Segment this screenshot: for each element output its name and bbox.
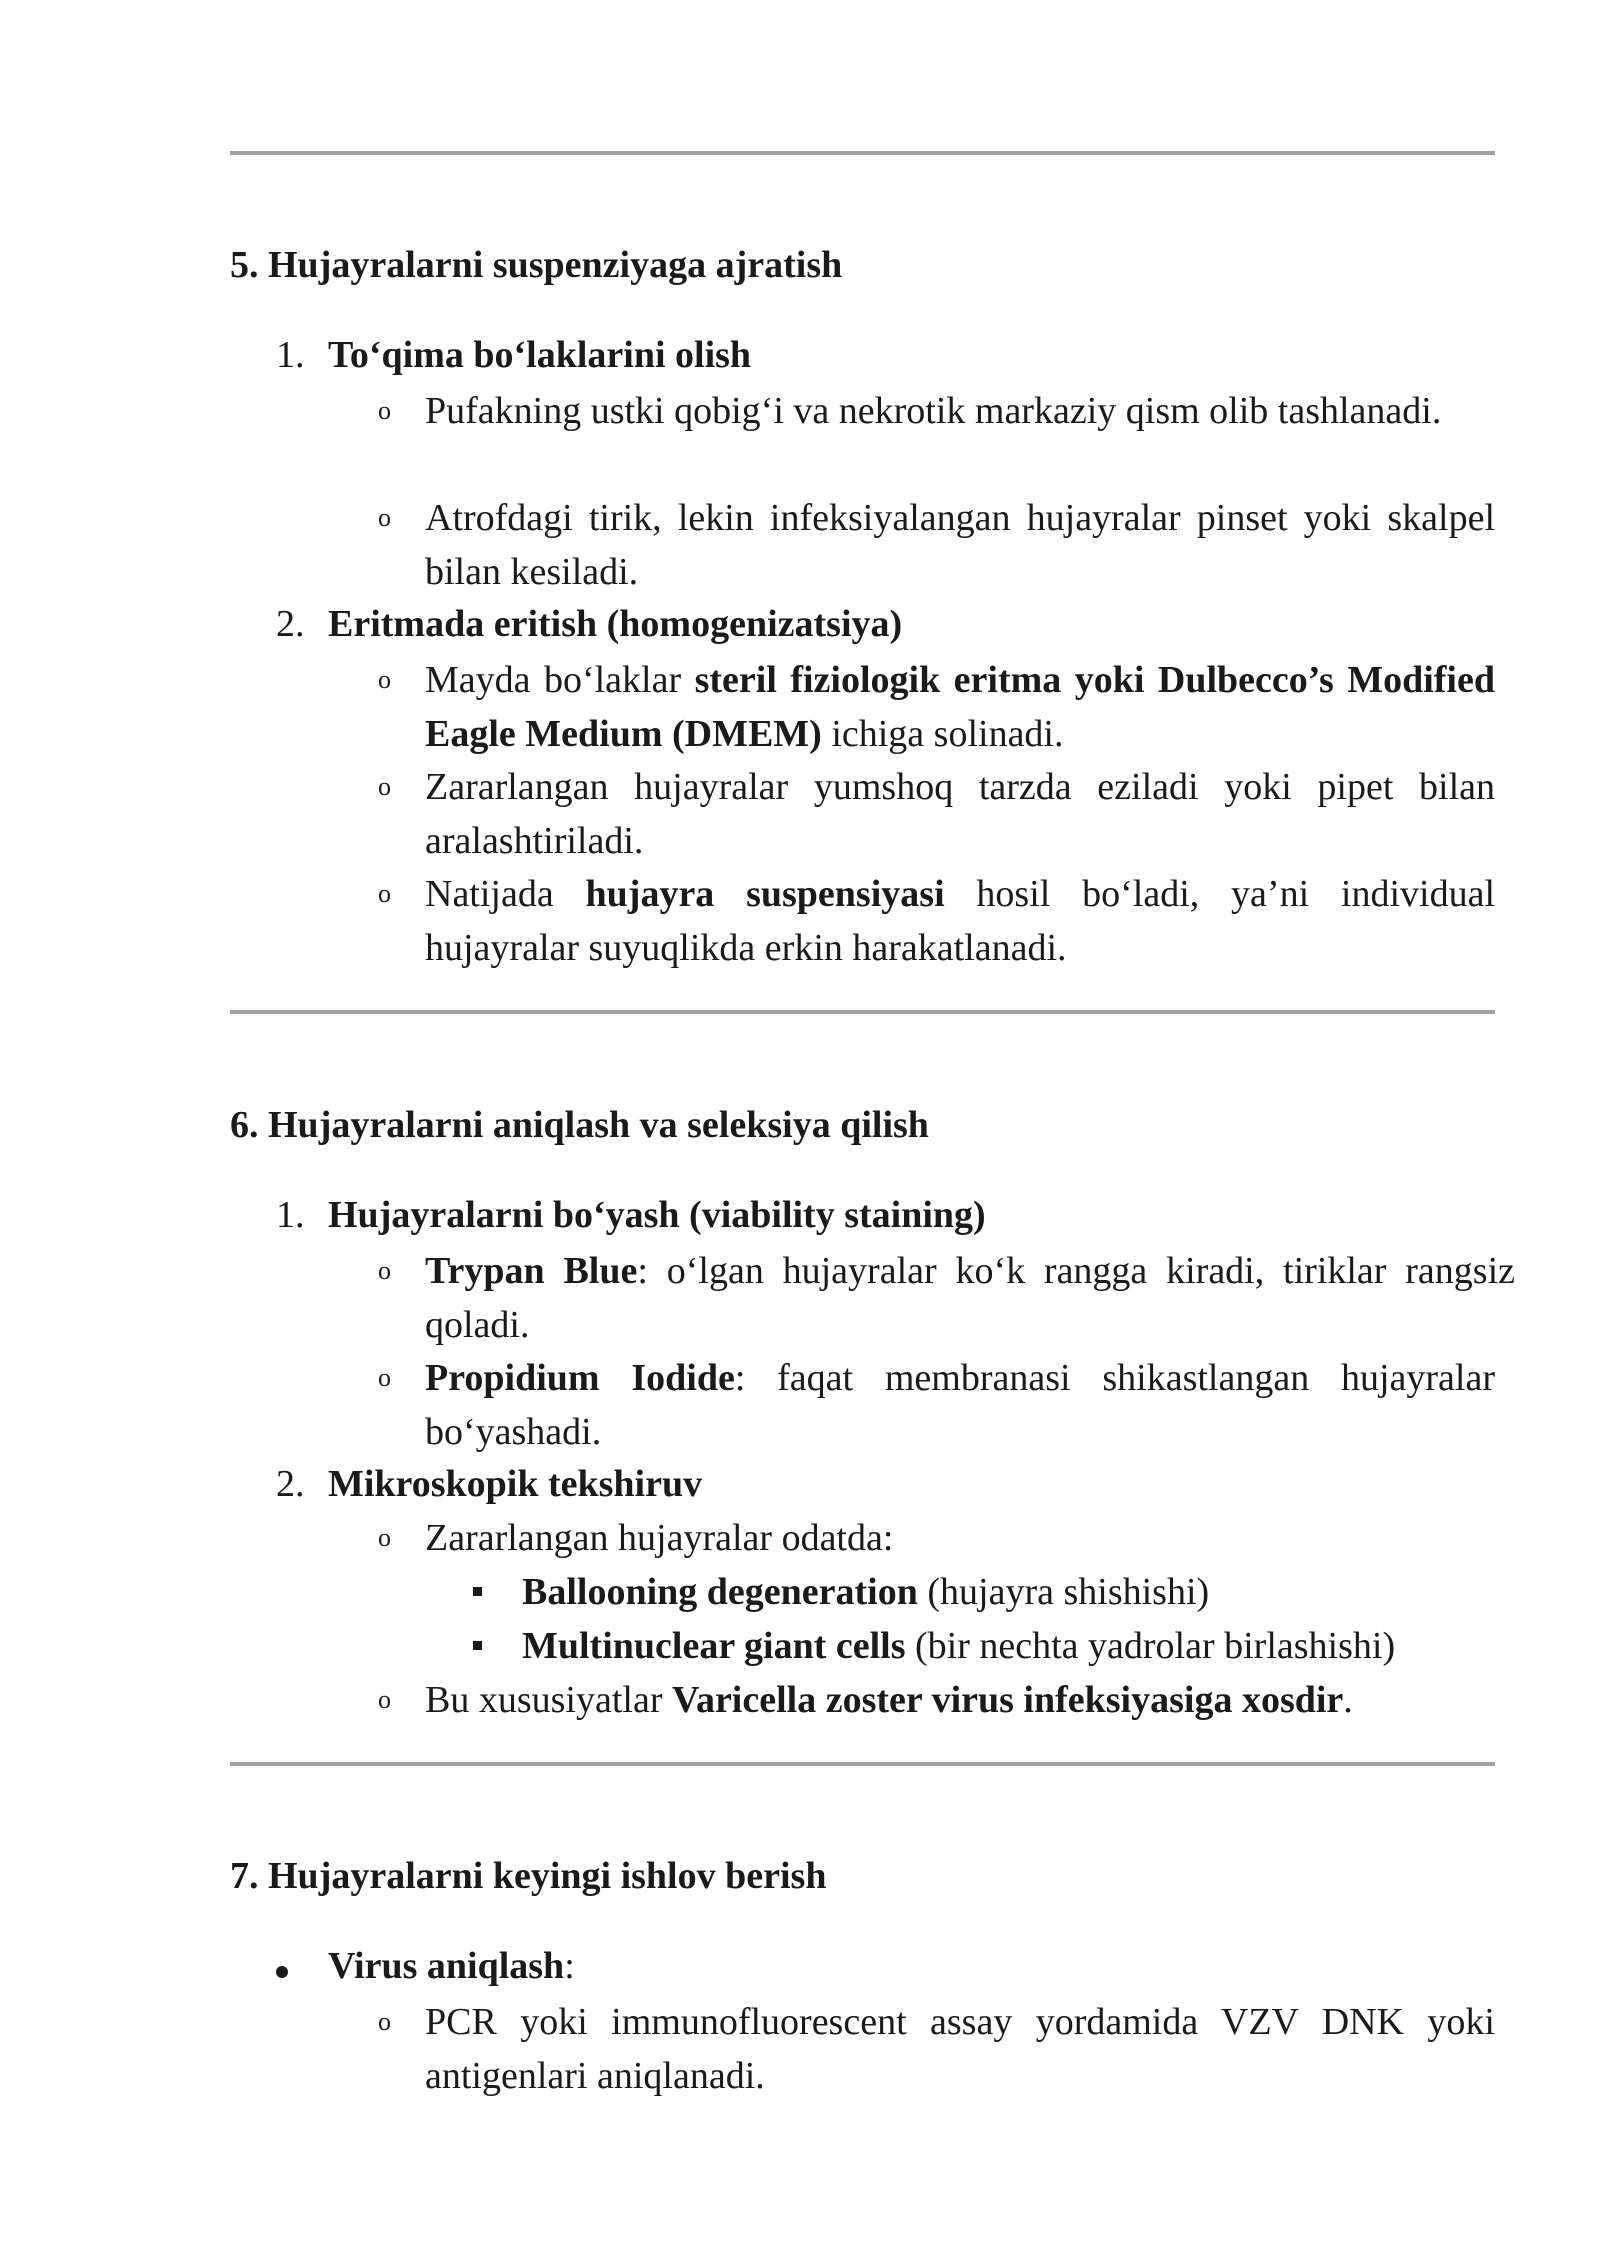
sub-bullet-text: Ballooning degeneration (hujayra shishishi) xyxy=(522,1571,1210,1613)
item-number: 2. xyxy=(276,1463,305,1505)
bullet-text: Propidium Iodide: faqat membranasi shikastlangan hujayralar bo‘yashadi. xyxy=(425,1357,1496,1453)
bullet-text: Bu xususiyatlar Varicella zoster virus infeksiyasiga xosdir. xyxy=(425,1679,1353,1721)
horizontal-rule xyxy=(230,1762,1495,1766)
item-number: 1. xyxy=(276,1194,305,1236)
sub-bullet-text: Multinuclear giant cells (bir nechta yadrolar birlashishi) xyxy=(522,1625,1396,1667)
section-5-title: 5. Hujayralarni suspenziyaga ajratish xyxy=(230,244,843,286)
horizontal-rule xyxy=(230,1010,1495,1014)
bullet-text: Trypan Blue: o‘lgan hujayralar ko‘k rangga kiradi, tiriklar rangsiz qoladi. xyxy=(425,1250,1515,1346)
item-number: 2. xyxy=(276,603,305,645)
square-bullet-icon xyxy=(473,1587,482,1596)
item-label: Hujayralarni bo‘yash (viability staining) xyxy=(328,1194,986,1236)
bullet-text: Zararlangan hujayralar odatda: xyxy=(425,1517,894,1559)
square-bullet-icon xyxy=(473,1641,482,1650)
bullet-text: Zararlangan hujayralar yumshoq tarzda eziladi yoki pipet bilan aralashtiriladi. xyxy=(425,766,1495,862)
item-label: To‘qima bo‘laklarini olish xyxy=(328,334,752,376)
item-label: Mikroskopik tekshiruv xyxy=(328,1463,703,1505)
bullet-text: Pufakning ustki qobig‘i va nekrotik markaziy qism olib tashlanadi. xyxy=(425,390,1442,432)
circle-bullet-icon: o xyxy=(378,2007,391,2036)
circle-bullet-icon: o xyxy=(378,503,391,532)
item-label: Virus aniqlash: xyxy=(328,1945,575,1987)
section-7-title: 7. Hujayralarni keyingi ishlov berish xyxy=(230,1855,827,1897)
circle-bullet-icon: o xyxy=(378,1256,391,1285)
bullet-text: Mayda bo‘laklar steril fiziologik eritma yoki Dulbecco’s Modified Eagle Medium (DMEM) ichiga solinadi. xyxy=(425,659,1495,755)
circle-bullet-icon: o xyxy=(378,1685,391,1714)
circle-bullet-icon: o xyxy=(378,772,391,801)
circle-bullet-icon: o xyxy=(378,1523,391,1552)
horizontal-rule xyxy=(230,151,1495,155)
circle-bullet-icon: o xyxy=(378,396,391,425)
item-number: 1. xyxy=(276,334,305,376)
item-label: Eritmada eritish (homogenizatsiya) xyxy=(328,603,903,645)
bullet-text: PCR yoki immunofluorescent assay yordamida VZV DNK yoki antigenlari aniqlanadi. xyxy=(425,2001,1495,2097)
circle-bullet-icon: o xyxy=(378,879,391,908)
circle-bullet-icon: o xyxy=(378,1363,391,1392)
circle-bullet-icon: o xyxy=(378,665,391,694)
bullet-text: Natijada hujayra suspensiyasi hosil bo‘ladi, ya’ni individual hujayralar suyuqlikda erkin harakatlanadi. xyxy=(425,873,1496,969)
section-6-title: 6. Hujayralarni aniqlash va seleksiya qilish xyxy=(230,1104,929,1146)
bullet-text: Atrofdagi tirik, lekin infeksiyalangan hujayralar pinset yoki skalpel bilan kesiladi. xyxy=(425,497,1495,593)
disc-bullet-icon xyxy=(276,1966,288,1978)
